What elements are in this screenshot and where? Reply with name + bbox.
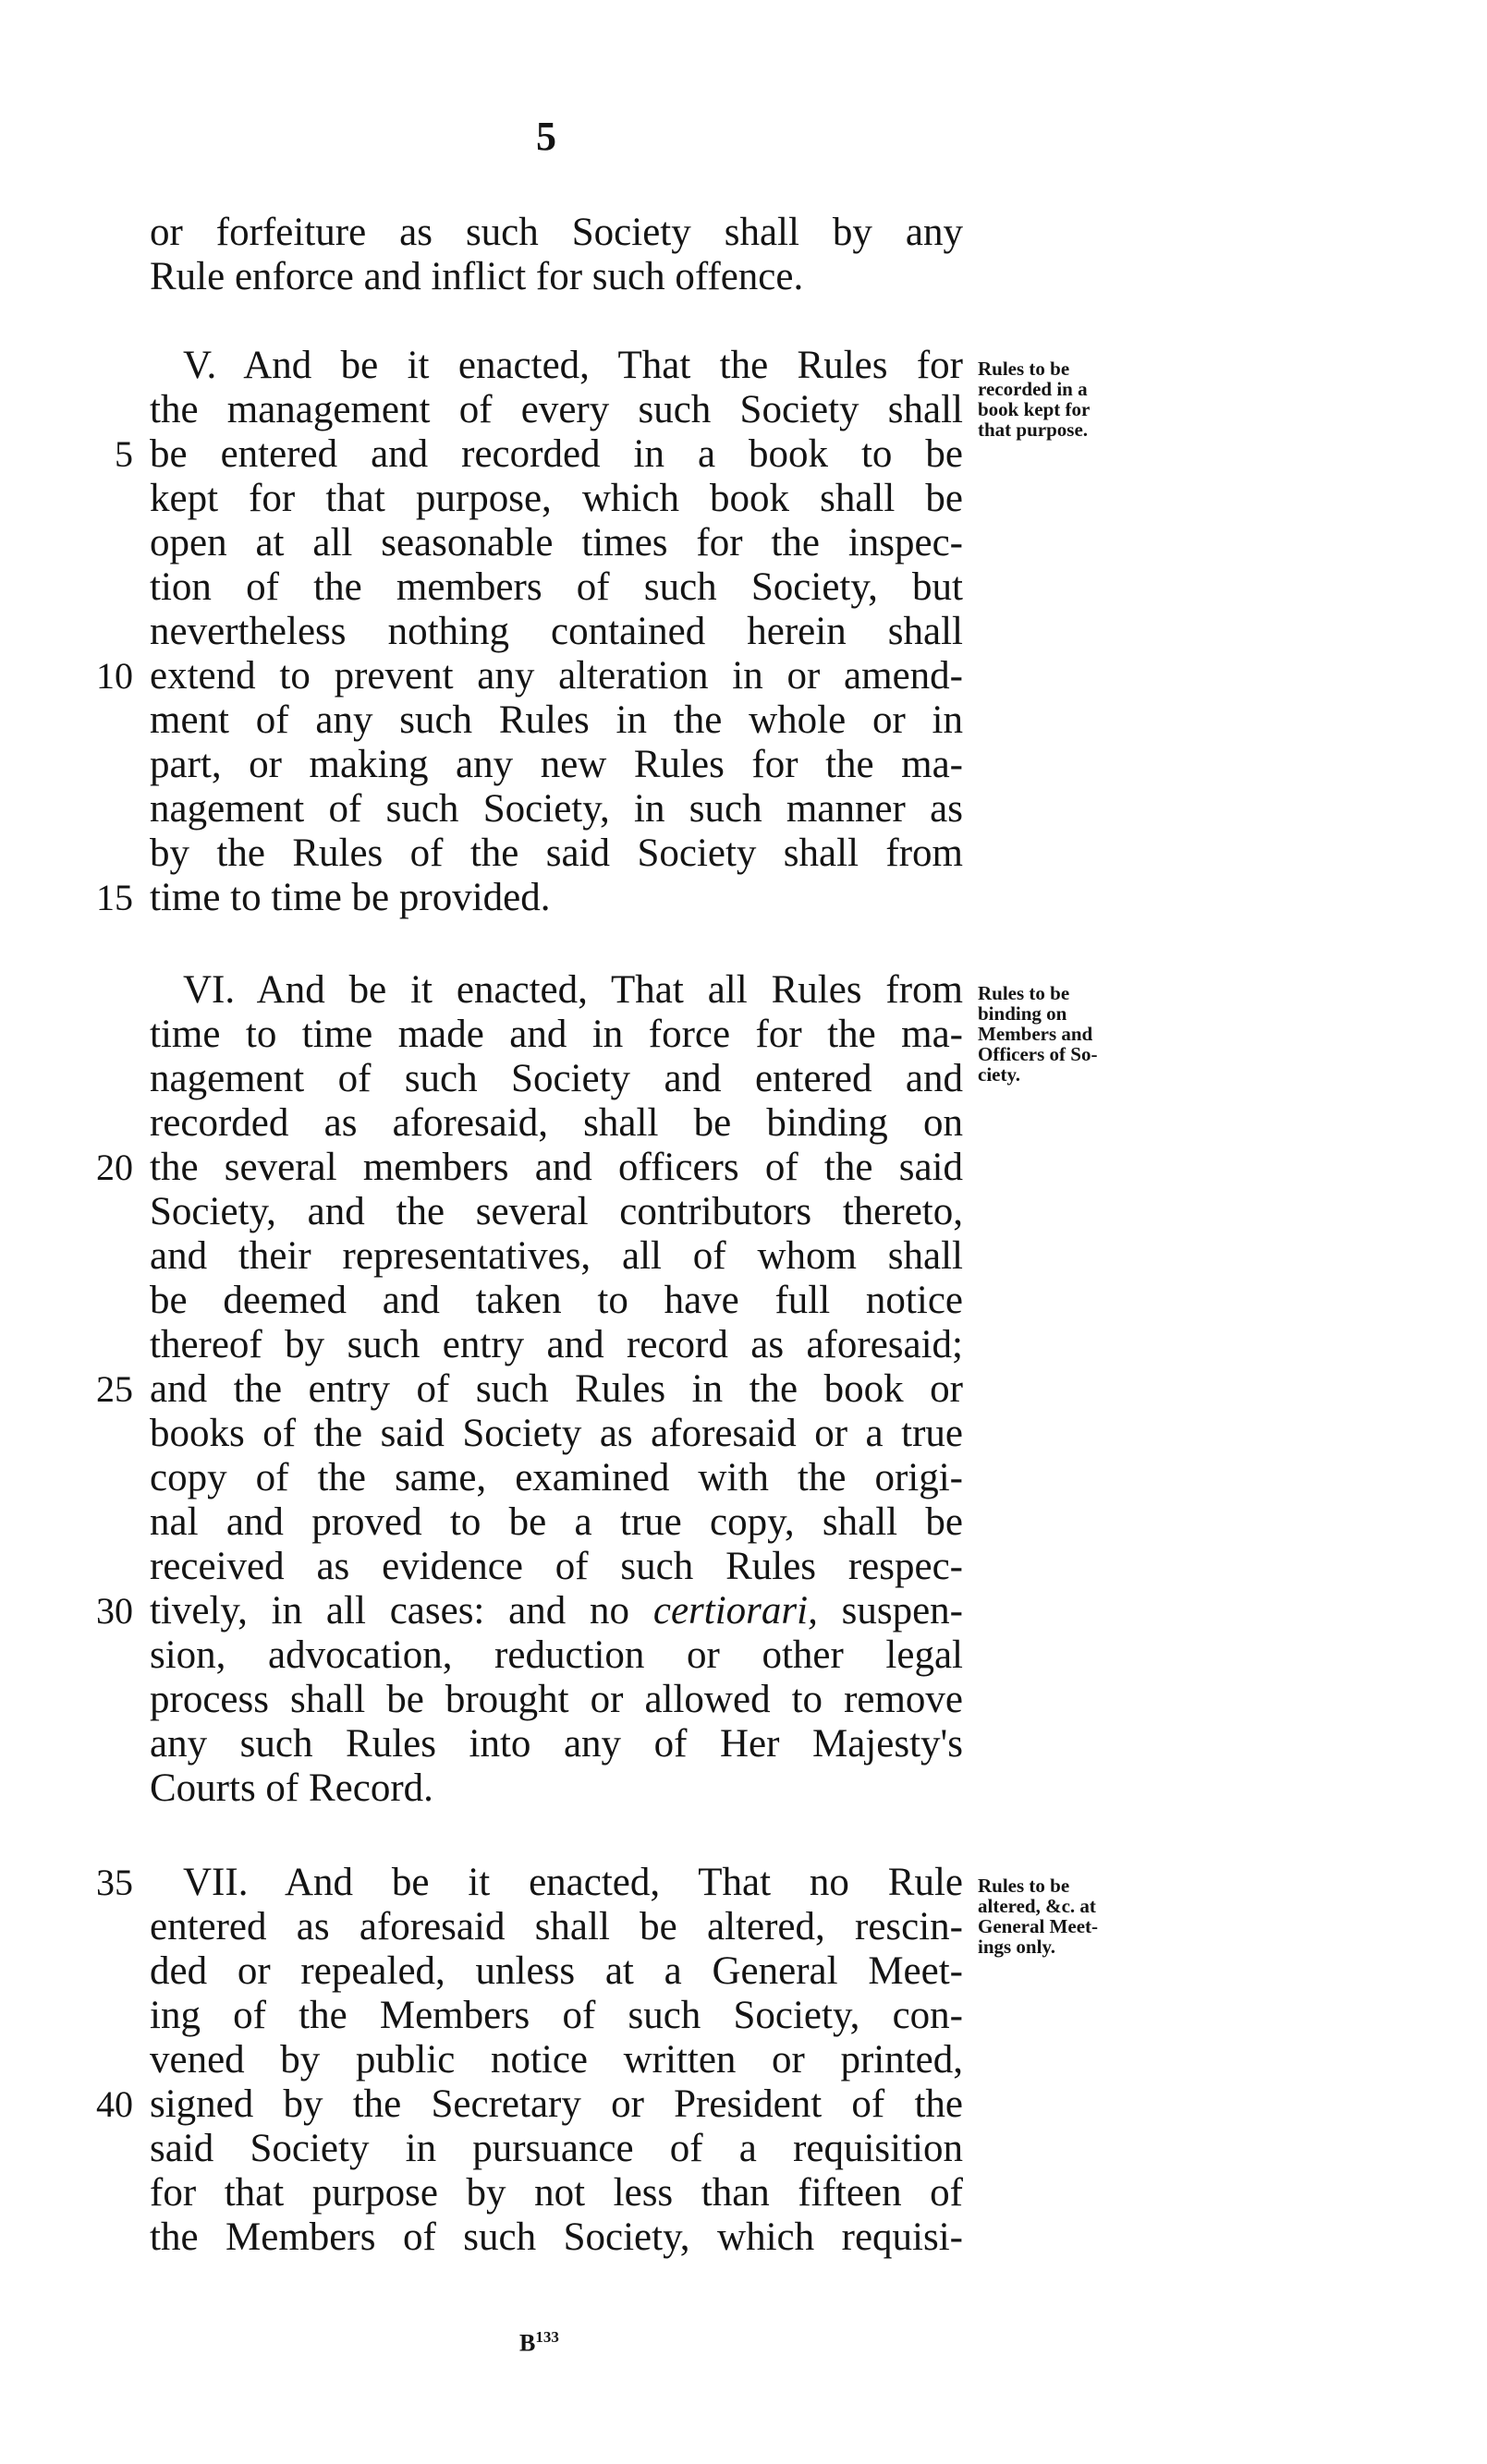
text-line: the several members and officers of the said xyxy=(150,1146,963,1189)
text-line: Rule enforce and inflict for such offence. xyxy=(150,255,804,298)
margin-note-line: ings only. xyxy=(978,1936,1056,1958)
text-line: nal and proved to be a true copy, shall be xyxy=(150,1500,963,1544)
text-line: any such Rules into any of Her Majesty's xyxy=(150,1722,963,1766)
text-line: thereof by such entry and record as aforesaid; xyxy=(150,1323,963,1366)
margin-note-line: Members and xyxy=(978,1023,1093,1045)
text-line: received as evidence of such Rules respec- xyxy=(150,1545,963,1588)
text-line: the management of every such Society shall xyxy=(150,388,963,431)
text-line: Society, and the several contributors thereto, xyxy=(150,1190,963,1233)
text-line: nevertheless nothing contained herein shall xyxy=(150,610,963,653)
line-number: 25 xyxy=(96,1368,133,1410)
margin-note-recorded xyxy=(978,358,1181,440)
text-line: tion of the members of such Society, but xyxy=(150,565,963,609)
text-line: open at all seasonable times for the inspec- xyxy=(150,521,963,564)
text-line: nagement of such Society and entered and xyxy=(150,1057,963,1100)
text-line: and their representatives, all of whom shall xyxy=(150,1234,963,1278)
signature-letter: B xyxy=(519,2329,536,2357)
margin-note-binding xyxy=(978,983,1181,1085)
margin-note-line: Rules to be xyxy=(978,982,1070,1004)
margin-note-line: ciety. xyxy=(978,1063,1021,1086)
line-number: 20 xyxy=(96,1147,133,1188)
text-line: copy of the same, examined with the origi- xyxy=(150,1456,963,1499)
margin-note-line: General Meet- xyxy=(978,1915,1099,1937)
margin-note-line: binding on xyxy=(978,1002,1067,1025)
margin-note-line: recorded in a xyxy=(978,378,1088,400)
text-line: signed by the Secretary or President of the xyxy=(150,2082,963,2126)
margin-note-line: book kept for xyxy=(978,398,1091,420)
section-vi-heading-line: VI. And be it enacted, That all Rules from xyxy=(183,968,963,1012)
text-line: vened by public notice written or printed, xyxy=(150,2038,963,2082)
line-number: 40 xyxy=(96,2083,133,2125)
line-number: 30 xyxy=(96,1590,133,1632)
text-line: books of the said Society as aforesaid or a true xyxy=(150,1412,963,1455)
line-number: 5 xyxy=(115,433,133,475)
margin-note-line: Rules to be xyxy=(978,1875,1070,1897)
margin-note-line: that purpose. xyxy=(978,419,1089,441)
text-line: be entered and recorded in a book to be xyxy=(150,432,963,476)
text-segment: suspen- xyxy=(841,1589,963,1633)
text-line: or forfeiture as such Society shall by any xyxy=(150,211,963,254)
signature-number: 133 xyxy=(535,2328,559,2346)
text-line: entered as aforesaid shall be altered, rescin- xyxy=(150,1905,963,1948)
section-vii-heading-line: VII. And be it enacted, That no Rule xyxy=(183,1861,963,1904)
text-line: process shall be brought or allowed to remove xyxy=(150,1678,963,1721)
text-line: the Members of such Society, which requisi- xyxy=(150,2215,963,2259)
text-line: and the entry of such Rules in the book or xyxy=(150,1367,963,1411)
text-line: be deemed and taken to have full notice xyxy=(150,1279,963,1322)
text-line: said Society in pursuance of a requisition xyxy=(150,2127,963,2170)
text-line: by the Rules of the said Society shall from xyxy=(150,831,963,875)
margin-note-line: Officers of So- xyxy=(978,1043,1098,1065)
signature-mark xyxy=(519,2328,559,2358)
page-number: 5 xyxy=(536,114,556,159)
text-line: ment of any such Rules in the whole or in xyxy=(150,698,963,742)
margin-note-altered xyxy=(978,1875,1181,1957)
margin-note-line: Rules to be xyxy=(978,358,1070,380)
text-line: part, or making any new Rules for the ma- xyxy=(150,743,963,786)
section-v-heading-line: V. And be it enacted, That the Rules for xyxy=(183,344,963,387)
text-line: nagement of such Society, in such manner as xyxy=(150,787,963,831)
text-line: kept for that purpose, which book shall be xyxy=(150,477,963,520)
line-number: 10 xyxy=(96,655,133,697)
italic-term-certiorari: certiorari, xyxy=(652,1589,818,1633)
margin-note-line: altered, &c. at xyxy=(978,1895,1096,1917)
text-line-with-italic xyxy=(150,1589,963,1633)
text-line: ded or repealed, unless at a General Meet- xyxy=(150,1949,963,1993)
text-segment: tively, in all cases: and no xyxy=(150,1589,630,1633)
text-line: extend to prevent any alteration in or amend- xyxy=(150,654,963,698)
text-line: ing of the Members of such Society, con- xyxy=(150,1994,963,2037)
text-line: Courts of Record. xyxy=(150,1766,433,1810)
text-line: time to time be provided. xyxy=(150,876,551,919)
text-line: sion, advocation, reduction or other legal xyxy=(150,1633,963,1677)
line-number: 35 xyxy=(96,1862,133,1903)
text-line: time to time made and in force for the ma- xyxy=(150,1013,963,1056)
text-line: for that purpose by not less than fifteen of xyxy=(150,2171,963,2215)
line-number: 15 xyxy=(96,877,133,918)
text-line: recorded as aforesaid, shall be binding on xyxy=(150,1101,963,1145)
